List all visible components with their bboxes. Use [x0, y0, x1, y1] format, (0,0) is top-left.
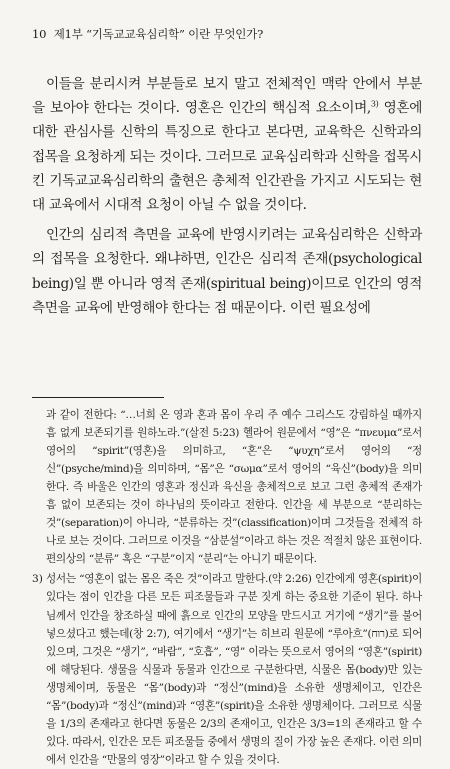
main-text: [32, 72, 422, 326]
body-paragraph-1-part-b: 영혼에 대한 관심사를 신학의 특징으로 한다고 본다면, 교육학은 신학과의 접목을 요청하게 되는 것이다. 그러므로 교육심리학과 신학을 접목시킨 기독교교육심리학의 출현은 총체적 인간관을 가지고 시도되는 현대 교육에서 시대적 요청이 아닐 수 없을 것이다.: [32, 100, 422, 214]
body-paragraph-1-part-a: 이들을 분리시켜 부분들로 보지 말고 전체적인 맥락 안에서 부분을 보아야 한다는 것이다. 영혼은 인간의 핵심적 요소이며,: [32, 76, 422, 117]
body-paragraph-1: [32, 72, 422, 217]
running-header: [32, 26, 422, 42]
body-paragraph-2: [32, 223, 422, 320]
footnote-2-continuation: 과 같이 전한다: “…너희 온 영과 혼과 몸이 우리 주 예수 그리스도 강림하실 때까지 흠 없게 보존되기를 원하노라.”(살전 5:23) 헬라어 원문에서 “영”은 “πνευμα”로서 영어의 “spirit”(영혼)을 의미하고, “혼”은 “ψυχη”로서 영어의 “정신”(psyche/mind)을 의미하며, “몸”은 “σωμα”로서 영어의 “육신”(body)을 의미한다. 즉 바울은 인간의 영혼과 정신과 육신을 총체적으로 보고 그런 총체적 존재가 흠 없이 보존되는 것이 하나님의 뜻이라고 전한다. 인간을 세 부분으로 “분리하는 것”(separation)이 아니라, “분류하는 것”(classification)이며 그것들을 전체적 하나로 보는 것이다. 그러므로 이것을 “삼분설”이라고 하는 것은 적절치 않은 표현이다. 편의상의 “분류” 혹은 “구분”이지 “분리”는 아니기 때문이다.: [46, 409, 422, 566]
footnote-3-text: 성서는 “영혼이 없는 몸은 죽은 것”이라고 말한다.(약 2:26) 인간에게 영혼(spirit)이 있다는 점이 인간을 다른 모든 피조물들과 구분 짓게 하는 중요한 기준이 된다. 하나님께서 인간을 창조하실 때에 흙으로 인간의 모양을 만드시고 거기에 “생기”를 불어넣으셨다고 했는데(창 2:7), 여기에서 “생기”는 히브리 원문에 “루아흐”(רוח)로 되어 있으며, 그것은 “생기”, “바람”, “호흡”, “영” 이라는 뜻으로서 영어의 “영혼”(spirit)에 해당된다. 생물을 식물과 동물과 인간으로 구분한다면, 식물은 몸(body)만 있는 생명체이며, 동물은 “몸”(body)과 “정신”(mind)을 소유한 생명체이고, 인간은 “몸”(body)과 “정신”(mind)과 “영혼”(spirit)을 소유한 생명체이다. 그러므로 식물을 1/3의 존재라고 한다면 동물은 2/3의 존재이고, 인간은 3/3=1의 존재라고 할 수 있다. 따라서, 인간은 모든 피조물들 중에서 생명의 질이 가장 높은 존재다. 이런 의미에서 인간을 “만물의 영장”이라고 할 수 있을 것이다.: [46, 573, 422, 766]
page-number: 10: [32, 27, 47, 41]
footnote-3: [32, 570, 422, 769]
running-title: 제1부 “기독교교육심리학” 이란 무엇인가?: [53, 27, 264, 41]
footnote-divider: [32, 397, 164, 398]
body-paragraph-2-text: 인간의 심리적 측면을 교육에 반영시키려는 교육심리학은 신학과의 접목을 요청한다. 왜냐하면, 인간은 심리적 존재(psychological being)일 뿐 아니라 영적 존재(spiritual being)이므로 인간의 영적 측면을 교육에 반영해야 한다는 점 때문이다. 이런 필요성에: [32, 227, 422, 316]
footnote-reference-3: 3): [370, 99, 379, 109]
footnotes: [32, 406, 422, 769]
footnote-3-number: 3): [32, 573, 43, 586]
